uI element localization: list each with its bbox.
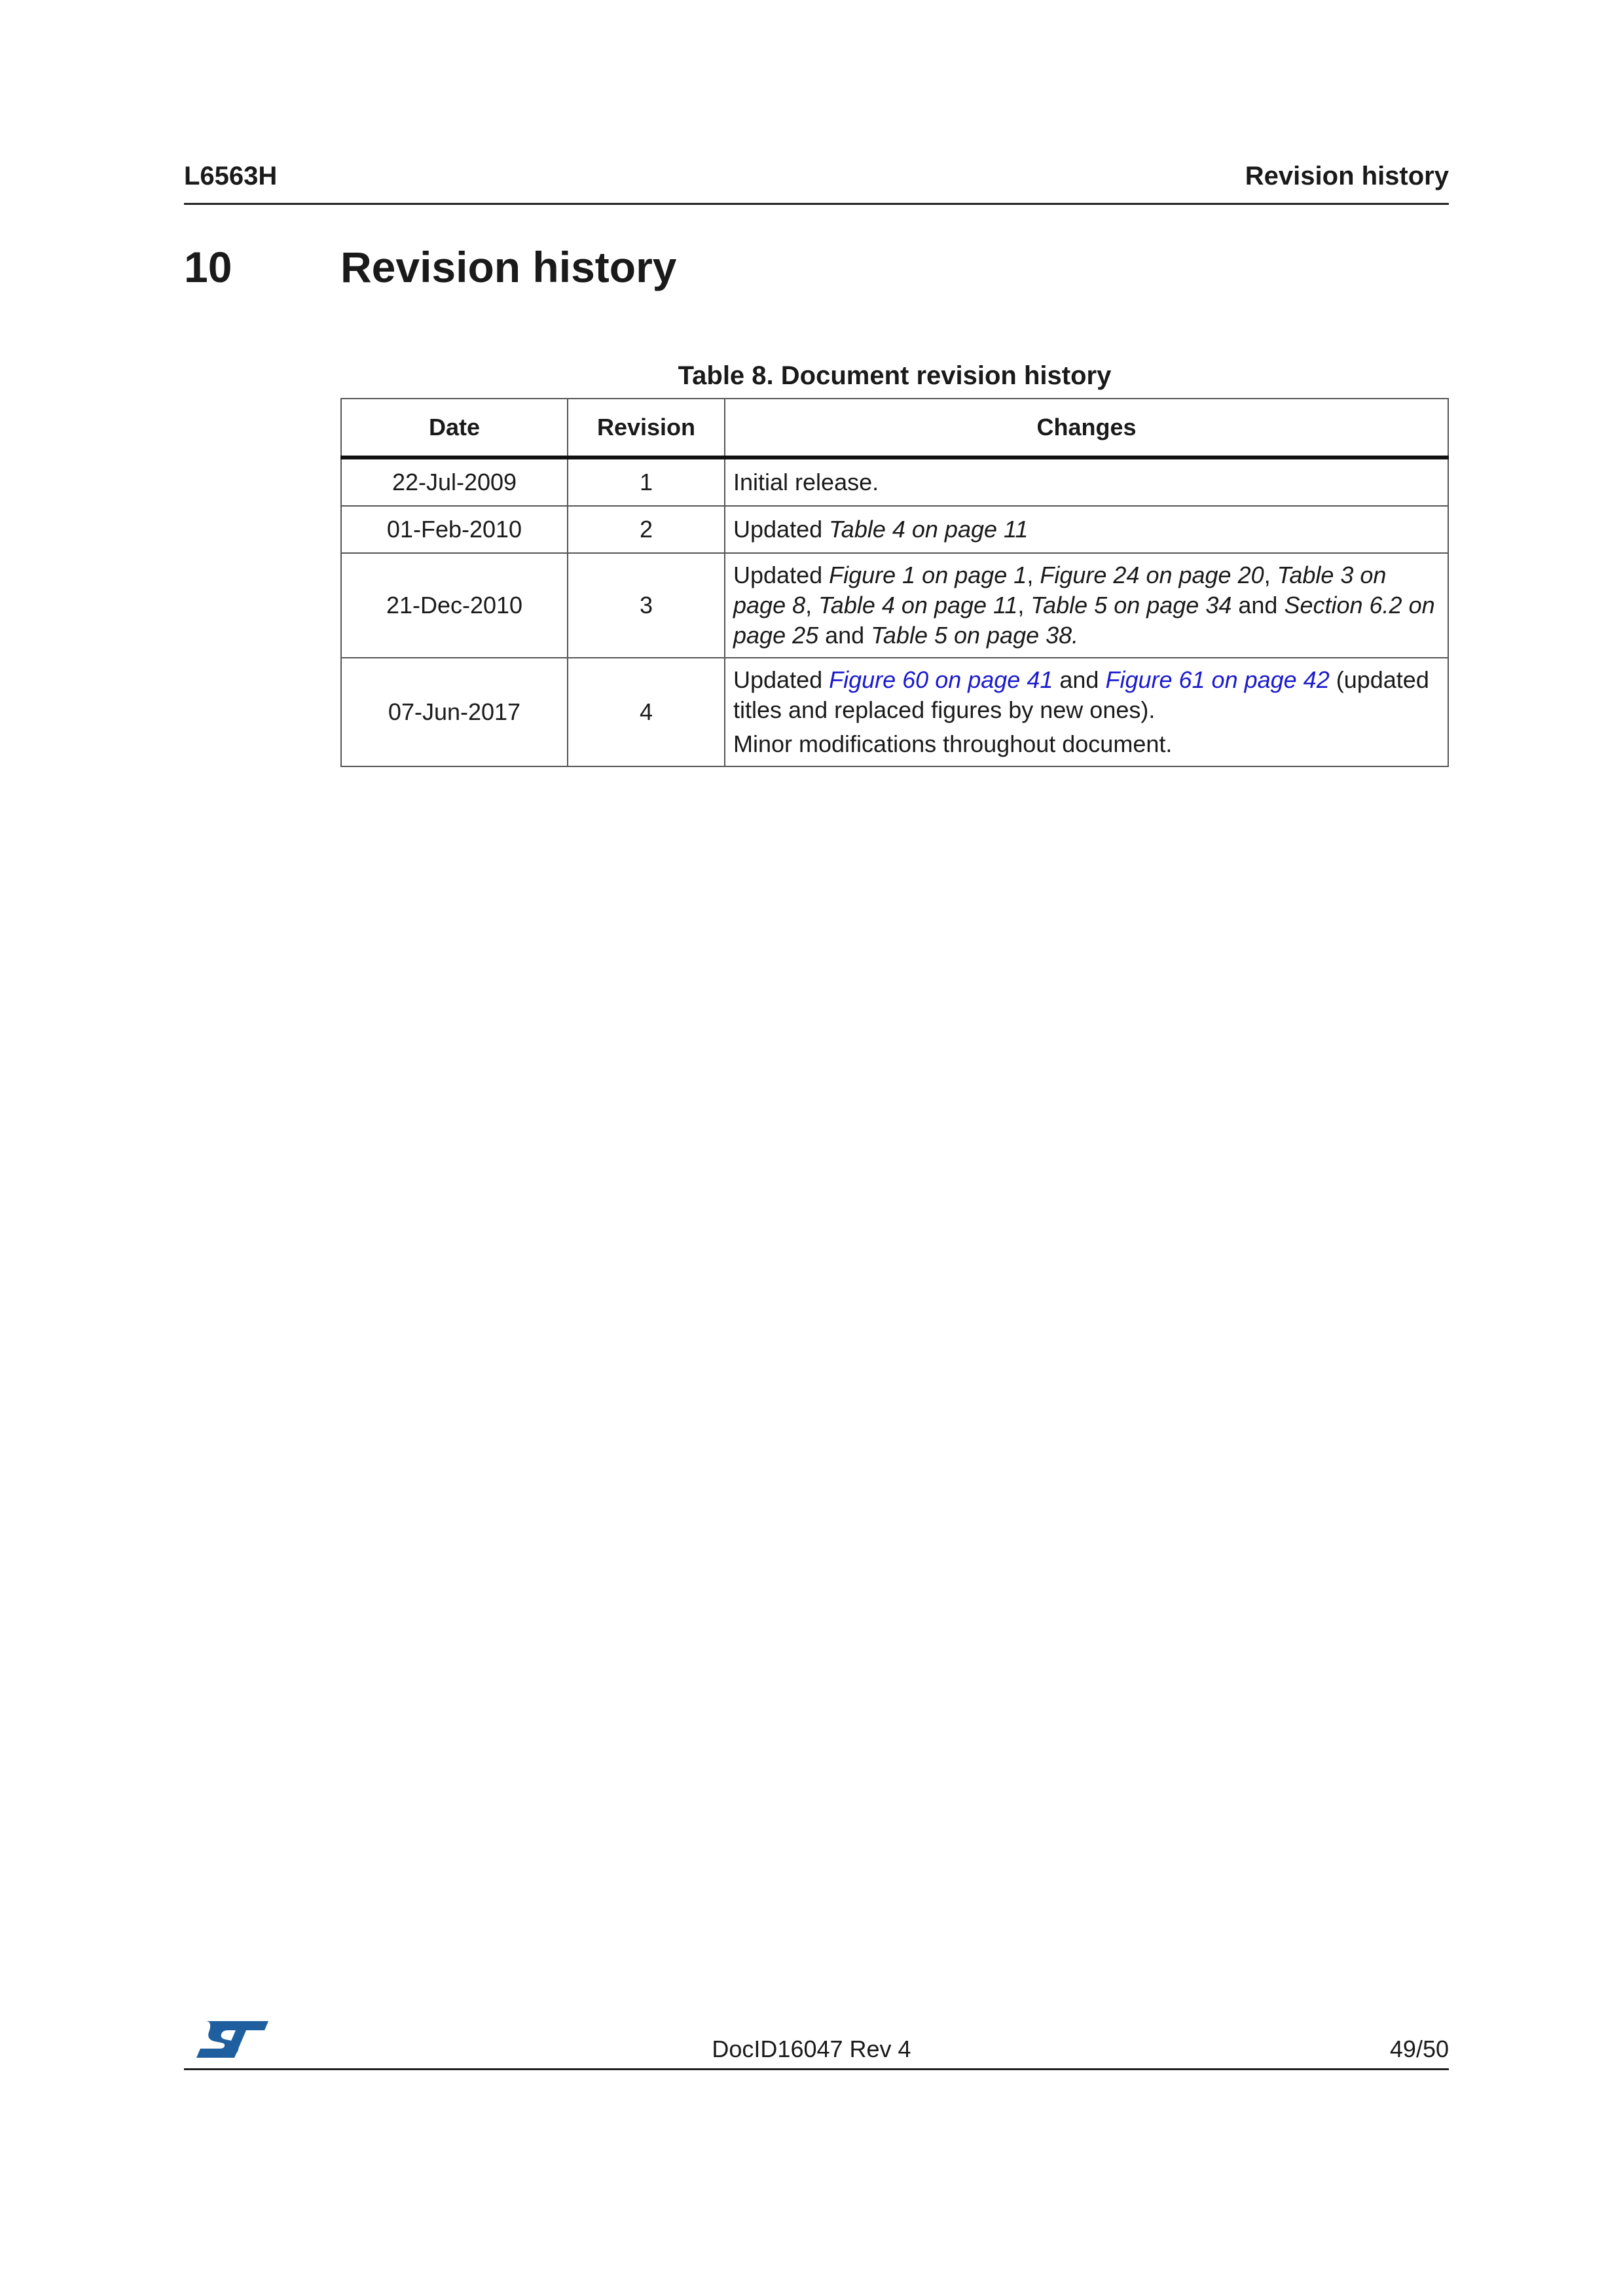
footer-doc-id: DocID16047 Rev 4 xyxy=(712,2036,911,2062)
table-row xyxy=(341,658,1448,766)
header-divider xyxy=(184,203,1449,205)
figure-reference: Figure 1 on page 1 xyxy=(829,562,1027,588)
table-header-row xyxy=(341,399,1448,457)
change-line xyxy=(733,665,1440,725)
cell-revision: 4 xyxy=(568,658,725,766)
figure-reference: Figure 24 on page 20 xyxy=(1040,562,1264,588)
table-row xyxy=(341,553,1448,658)
revision-table xyxy=(340,398,1449,767)
change-text: Updated xyxy=(733,516,830,543)
cell-date: 21-Dec-2010 xyxy=(341,553,568,658)
column-header-revision: Revision xyxy=(568,399,725,457)
change-text: Updated xyxy=(733,666,830,693)
section-title: Revision history xyxy=(340,243,677,291)
table-reference: Table 4 on page 11 xyxy=(818,592,1018,619)
cell-changes xyxy=(725,457,1448,506)
table-reference: Table 5 on page 38. xyxy=(871,622,1079,649)
change-text: , xyxy=(1264,562,1277,588)
column-header-changes: Changes xyxy=(725,399,1448,457)
cell-date: 01-Feb-2010 xyxy=(341,506,568,553)
cell-date: 07-Jun-2017 xyxy=(341,658,568,766)
change-text: , xyxy=(805,592,819,619)
cell-changes xyxy=(725,506,1448,553)
figure-61-link[interactable]: Figure 61 on page 42 xyxy=(1105,666,1330,693)
running-header-section: Revision history xyxy=(1245,162,1449,190)
change-text: and xyxy=(1053,666,1106,693)
cell-changes xyxy=(725,553,1448,658)
section-reference: Section 6.2 on page 25 xyxy=(733,592,1435,649)
change-note: Minor modifications throughout document. xyxy=(733,730,1173,757)
cell-revision: 2 xyxy=(568,506,725,553)
change-text: Initial release. xyxy=(733,469,879,495)
table-caption: Table 8. Document revision history xyxy=(678,361,1112,390)
footer-page-number: 49/50 xyxy=(1389,2036,1449,2062)
change-text: and xyxy=(1231,592,1285,619)
change-text: Updated xyxy=(733,562,830,588)
figure-60-link[interactable]: Figure 60 on page 41 xyxy=(829,666,1053,693)
cell-revision: 3 xyxy=(568,553,725,658)
table-row xyxy=(341,457,1448,506)
change-text: , xyxy=(1027,562,1040,588)
change-text: (updated titles and replaced figures by new ones). xyxy=(733,666,1429,723)
table-reference: Table 5 on page 34 xyxy=(1030,592,1232,619)
cell-date: 22-Jul-2009 xyxy=(341,457,568,506)
column-header-date: Date xyxy=(341,399,568,457)
table-row xyxy=(341,506,1448,553)
section-number: 10 xyxy=(184,243,232,291)
table-reference: Table 4 on page 11 xyxy=(829,516,1029,543)
cell-revision: 1 xyxy=(568,457,725,506)
table-reference: Table 3 on page 8 xyxy=(733,562,1387,619)
change-text: and xyxy=(818,622,871,649)
footer-divider xyxy=(184,2068,1449,2070)
change-text: , xyxy=(1017,592,1031,619)
running-header-product: L6563H xyxy=(184,162,278,190)
cell-changes xyxy=(725,658,1448,766)
